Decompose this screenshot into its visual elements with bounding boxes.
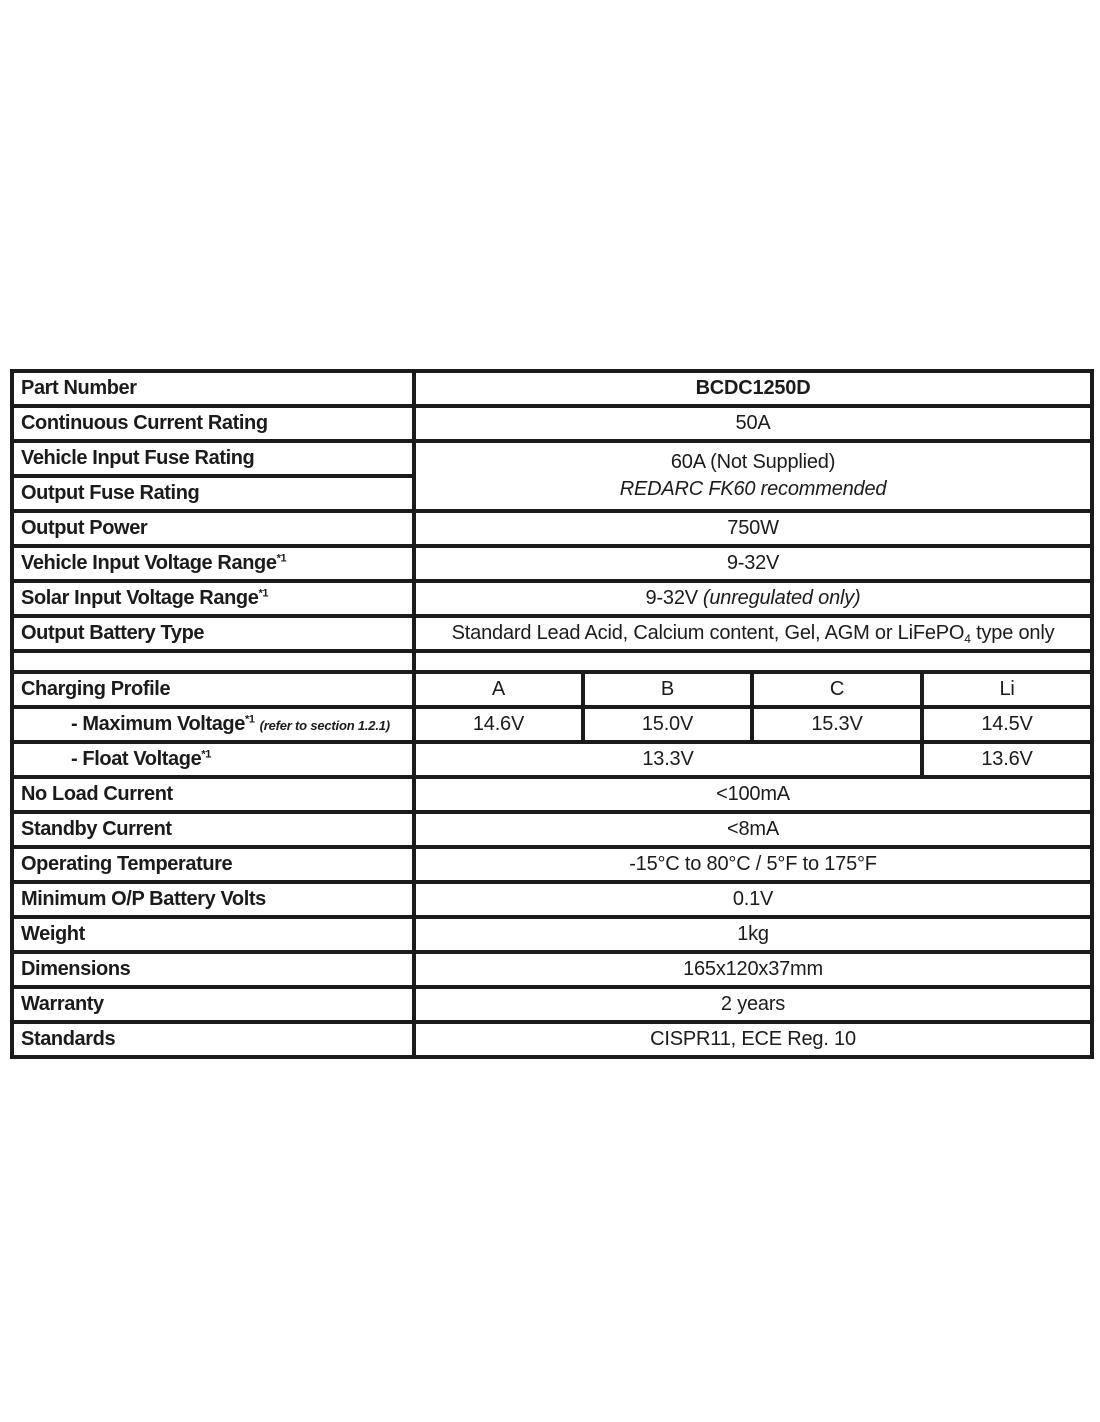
label-vehicle-input-voltage-range [12, 546, 414, 581]
row-minimum-op-battery-volts [12, 882, 1092, 917]
value-standby-current: <8mA [414, 812, 1092, 847]
float-voltage-li: 13.6V [922, 742, 1092, 777]
label-minimum-op-battery-volts: Minimum O/P Battery Volts [12, 882, 414, 917]
specification-table [10, 369, 1094, 1059]
spacer-left-cell [12, 651, 414, 672]
profile-col-c: C [752, 672, 922, 707]
value-no-load-current: <100mA [414, 777, 1092, 812]
row-part-number [12, 371, 1092, 406]
label-float-voltage [12, 742, 414, 777]
value-vehicle-input-voltage-range: 9-32V [414, 546, 1092, 581]
label-part-number: Part Number [12, 371, 414, 406]
row-no-load-current [12, 777, 1092, 812]
row-operating-temperature [12, 847, 1092, 882]
row-charging-profile [12, 672, 1092, 707]
value-fuse-rating [414, 441, 1092, 511]
label-output-fuse-rating: Output Fuse Rating [12, 476, 414, 511]
value-output-battery-type [414, 616, 1092, 651]
spacer-right-cell [414, 651, 1092, 672]
label-output-battery-type: Output Battery Type [12, 616, 414, 651]
value-solar-input-voltage-range [414, 581, 1092, 616]
row-warranty [12, 987, 1092, 1022]
max-voltage-b: 15.0V [583, 707, 752, 742]
value-note: (unregulated only) [702, 587, 861, 609]
value-warranty: 2 years [414, 987, 1092, 1022]
label-text: - Float Voltage [71, 748, 202, 770]
row-standards [12, 1022, 1092, 1057]
value-text: 9-32V [645, 587, 698, 609]
row-dimensions [12, 952, 1092, 987]
value-minimum-op-battery-volts: 0.1V [414, 882, 1092, 917]
row-output-power [12, 511, 1092, 546]
row-spacer [12, 651, 1092, 672]
row-output-battery-type [12, 616, 1092, 651]
footnote-marker: *1 [201, 748, 211, 761]
chemical-subscript: 4 [964, 632, 971, 646]
label-operating-temperature: Operating Temperature [12, 847, 414, 882]
row-vehicle-input-fuse-rating [12, 441, 1092, 476]
value-weight: 1kg [414, 917, 1092, 952]
row-maximum-voltage [12, 707, 1092, 742]
row-continuous-current-rating [12, 406, 1092, 441]
value-text-suffix: type only [970, 622, 1055, 644]
max-voltage-c: 15.3V [752, 707, 922, 742]
label-text: Vehicle Input Voltage Range [21, 552, 277, 574]
value-standards: CISPR11, ECE Reg. 10 [414, 1022, 1092, 1057]
row-solar-input-voltage-range [12, 581, 1092, 616]
value-operating-temperature: -15°C to 80°C / 5°F to 175°F [414, 847, 1092, 882]
fuse-rating-line2: REDARC FK60 recommended [619, 478, 887, 500]
value-part-number: BCDC1250D [414, 371, 1092, 406]
float-voltage-abc: 13.3V [414, 742, 922, 777]
label-charging-profile: Charging Profile [12, 672, 414, 707]
label-text: - Maximum Voltage [71, 713, 245, 735]
row-float-voltage [12, 742, 1092, 777]
label-maximum-voltage [12, 707, 414, 742]
label-continuous-current-rating: Continuous Current Rating [12, 406, 414, 441]
footnote-marker: *1 [258, 587, 269, 600]
max-voltage-a: 14.6V [414, 707, 583, 742]
label-text: Solar Input Voltage Range [21, 587, 259, 609]
profile-col-li: Li [922, 672, 1092, 707]
label-dimensions: Dimensions [12, 952, 414, 987]
value-dimensions: 165x120x37mm [414, 952, 1092, 987]
max-voltage-li: 14.5V [922, 707, 1092, 742]
label-warranty: Warranty [12, 987, 414, 1022]
label-vehicle-input-fuse-rating: Vehicle Input Fuse Rating [12, 441, 414, 476]
label-standby-current: Standby Current [12, 812, 414, 847]
label-standards: Standards [12, 1022, 414, 1057]
footnote-marker: *1 [244, 713, 255, 726]
value-text: Standard Lead Acid, Calcium content, Gel, AGM or LiFePO [451, 622, 965, 644]
value-continuous-current-rating: 50A [414, 406, 1092, 441]
label-no-load-current: No Load Current [12, 777, 414, 812]
row-standby-current [12, 812, 1092, 847]
label-weight: Weight [12, 917, 414, 952]
label-solar-input-voltage-range [12, 581, 414, 616]
row-weight [12, 917, 1092, 952]
footnote-marker: *1 [276, 552, 287, 565]
label-output-power: Output Power [12, 511, 414, 546]
row-vehicle-input-voltage-range [12, 546, 1092, 581]
value-output-power: 750W [414, 511, 1092, 546]
profile-col-a: A [414, 672, 583, 707]
section-reference-note: (refer to section 1.2.1) [259, 718, 390, 733]
fuse-rating-line1: 60A (Not Supplied) [670, 451, 836, 473]
profile-col-b: B [583, 672, 752, 707]
